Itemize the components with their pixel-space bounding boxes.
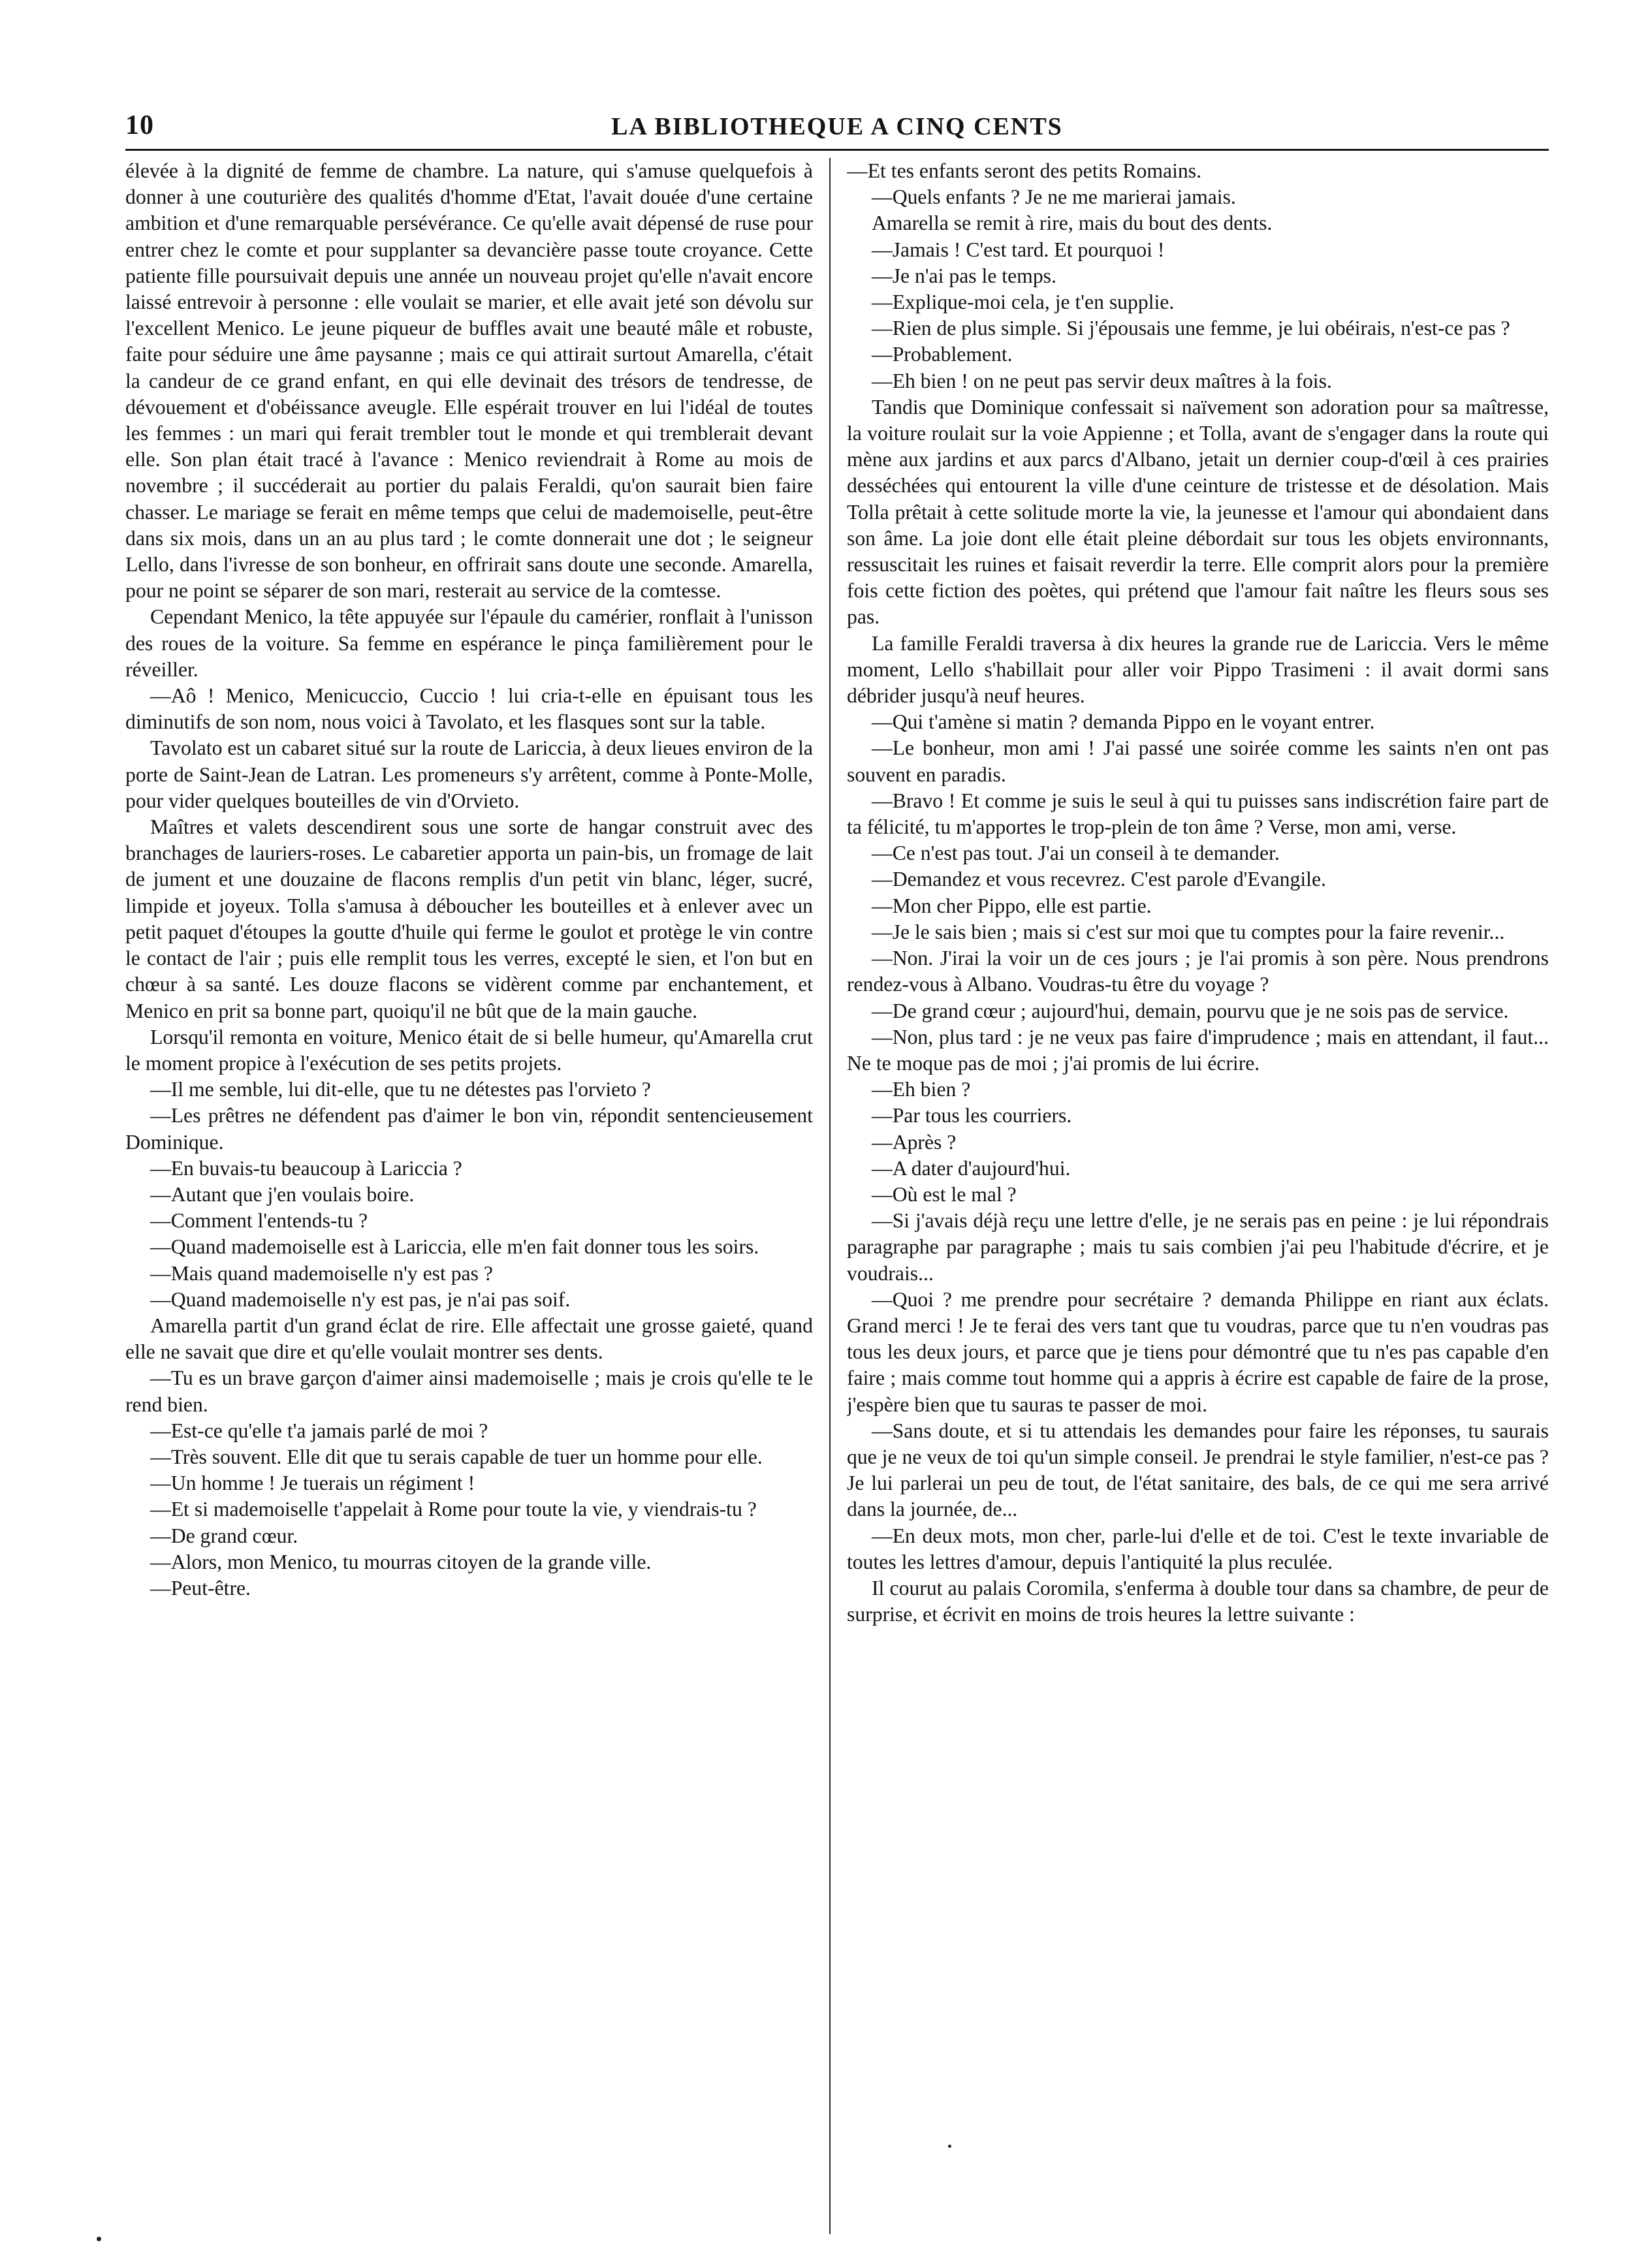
print-speck	[948, 2145, 951, 2148]
paragraph: —Quand mademoiselle est à Lariccia, elle m'en fait donner tous les soirs.	[150, 1235, 759, 1259]
header-rule	[125, 149, 1549, 151]
paragraph: —Comment l'entends-tu ?	[150, 1209, 368, 1233]
paragraph: —Peut-être.	[150, 1576, 251, 1599]
paragraph: —Eh bien ?	[872, 1078, 971, 1101]
paragraph: —Si j'avais déjà reçu une lettre d'elle, je ne serais pas en peine : je lui répondrais paragraphe par paragraphe ; mais tu sais combien j'ai peu l'habitude d'écrire, et je voudrais...	[847, 1209, 1549, 1285]
paragraph: Lorsqu'il remonta en voiture, Menico était de si belle humeur, qu'Amarella crut le moment propice à l'exécution de ses petits projets.	[125, 1025, 813, 1075]
paragraph: —De grand cœur ; aujourd'hui, demain, pourvu que je ne sois pas de service.	[872, 999, 1509, 1022]
paragraph: —Un homme ! Je tuerais un régiment !	[150, 1472, 475, 1495]
paragraph: —Non. J'irai la voir un de ces jours ; je l'ai promis à son père. Nous prendrons rendez-vous à Albano. Voudras-tu être du voyage ?	[847, 947, 1549, 996]
paragraph: Il courut au palais Coromila, s'enferma à double tour dans sa chambre, de peur de surprise, et écrivit en moins de trois heures la lettre suivante :	[847, 1576, 1549, 1626]
page-number: 10	[125, 110, 154, 140]
paragraph: —Quoi ? me prendre pour secrétaire ? demanda Philippe en riant aux éclats. Grand merci ! Je te ferai des vers tant que tu voudras, parce que tu n'en voudras pas tous les deux jours, et parce que je tiens pour démontré que tu n'es pas capable d'en faire ; mais comme tout homme qui a appris à écrire est capable de faire de la prose, j'espère bien que tu sauras te passer de moi.	[847, 1287, 1549, 1416]
paragraph: —Je n'ai pas le temps.	[872, 264, 1056, 287]
paragraph: —Jamais ! C'est tard. Et pourquoi !	[872, 238, 1165, 261]
paragraph: —Tu es un brave garçon d'aimer ainsi mademoiselle ; mais je crois qu'elle te le rend bien.	[125, 1366, 813, 1416]
paragraph: —Ce n'est pas tout. J'ai un conseil à te demander.	[872, 842, 1280, 865]
paragraph: —Il me semble, lui dit-elle, que tu ne détestes pas l'orvieto ?	[150, 1078, 651, 1101]
paragraph: —Non, plus tard : je ne veux pas faire d'imprudence ; mais en attendant, il faut... Ne te moque pas de moi ; j'ai promis de lui écrire.	[847, 1025, 1549, 1075]
paragraph: —Probablement.	[872, 343, 1013, 366]
paragraph: —Je le sais bien ; mais si c'est sur moi que tu comptes pour la faire revenir...	[872, 920, 1505, 943]
paragraph: —Et tes enfants seront des petits Romains.	[847, 159, 1202, 182]
paragraph: —Alors, mon Menico, tu mourras citoyen de la grande ville.	[150, 1550, 652, 1573]
paragraph: —Quand mademoiselle n'y est pas, je n'ai pas soif.	[150, 1287, 571, 1311]
paragraph: —Le bonheur, mon ami ! J'ai passé une soirée comme les saints n'en ont pas souvent en paradis.	[847, 736, 1549, 786]
paragraph: —Quels enfants ? Je ne me marierai jamais.	[872, 185, 1236, 209]
paragraph: —Où est le mal ?	[872, 1182, 1017, 1206]
paragraph: —Aô ! Menico, Menicuccio, Cuccio ! lui cria-t-elle en épuisant tous les diminutifs de son nom, nous voici à Tavolato, et les flasques sont sur la table.	[125, 684, 813, 734]
paragraph: —Par tous les courriers.	[872, 1104, 1072, 1127]
paragraph: —Mais quand mademoiselle n'y est pas ?	[150, 1261, 493, 1285]
paragraph: —Demandez et vous recevrez. C'est parole d'Evangile.	[872, 868, 1326, 891]
right-column	[847, 158, 1549, 2234]
print-speck	[97, 2237, 101, 2241]
left-column	[125, 158, 813, 2234]
paragraph: —Rien de plus simple. Si j'épousais une femme, je lui obéirais, n'est-ce pas ?	[872, 317, 1510, 340]
paragraph: —En deux mots, mon cher, parle-lui d'elle et de toi. C'est le texte invariable de toutes les lettres d'amour, depuis l'antiquité la plus reculée.	[847, 1524, 1549, 1573]
paragraph: —Est-ce qu'elle t'a jamais parlé de moi ?	[150, 1419, 488, 1442]
paragraph: —A dater d'aujourd'hui.	[872, 1156, 1071, 1180]
paragraph: Tandis que Dominique confessait si naïvement son adoration pour sa maîtresse, la voiture roulait sur la voie Appienne ; et Tolla, avant de s'engager dans la route qui mène aux jardins et aux parcs d'Albano, jetait un dernier coup-d'œil à ces prairies desséchées qui entourent la ville d'une ceinture de tristesse et de désolation. Mais Tolla prêtait à cette solitude morte la vie, la jeunesse et l'amour qui abondaient dans son âme. La joie dont elle était pleine débordait sur tous les objets environnants, ressuscitait les ruines et faisait reverdir la terre. Elle comprit alors pour la première fois cette fiction des poètes, qui prétend que l'amour fait naître les fleurs sous ses pas.	[847, 395, 1549, 629]
paragraph: élevée à la dignité de femme de chambre. La nature, qui s'amuse quelquefois à donner à une couturière des qualités d'homme d'Etat, l'avait douée d'une certaine ambition et d'une remarquable persévérance. Ce qu'elle avait dépensé de ruse pour entrer chez le comte et pour supplanter sa devancière passe toute croyance. Cette patiente fille poursuivait depuis une année un nouveau projet qu'elle n'avait encore laissé entrevoir à personne : elle voulait se marier, et elle avait jeté son dévolu sur l'excellent Menico. Le jeune piqueur de buffles avait une beauté mâle et robuste, faite pour séduire une âme paysanne ; mais ce qui attirait surtout Amarella, c'était la candeur de ce grand enfant, en qui elle devinait des trésors de tendresse, de dévouement et d'obéissance aveugle. Elle espérait trouver en lui l'idéal de toutes les femmes : un mari qui ferait trembler tout le monde et qui tremblerait devant elle. Son plan était tracé à l'avance : Menico reviendrait à Rome au mois de novembre ; il succéderait au portier du palais Feraldi, qu'on saurait bien faire chasser. Le mariage se ferait en même temps que celui de mademoiselle, peut-être dans six mois, dans un an au plus tard ; le comte donnerait une dot ; le seigneur Lello, dans l'ivresse de son bonheur, en offrirait sans doute une seconde. Amarella, pour ne point se séparer de son mari, resterait au service de la comtesse.	[125, 159, 813, 603]
paragraph: —De grand cœur.	[150, 1524, 298, 1547]
paragraph: —Et si mademoiselle t'appelait à Rome pour toute la vie, y viendrais-tu ?	[150, 1498, 757, 1521]
paragraph: —Après ?	[872, 1130, 957, 1154]
paragraph: Amarella se remit à rire, mais du bout des dents.	[872, 212, 1273, 235]
paragraph: —Les prêtres ne défendent pas d'aimer le bon vin, répondit sentencieusement Dominique.	[125, 1104, 813, 1154]
running-title: LA BIBLIOTHEQUE A CINQ CENTS	[611, 113, 1063, 140]
paragraph: —Bravo ! Et comme je suis le seul à qui tu puisses sans indiscrétion faire part de ta félicité, tu m'apportes le trop-plein de ton âme ? Verse, mon ami, verse.	[847, 789, 1549, 839]
page-header	[125, 102, 1549, 141]
paragraph: —Qui t'amène si matin ? demanda Pippo en le voyant entrer.	[872, 710, 1375, 734]
paragraph: —Explique-moi cela, je t'en supplie.	[872, 291, 1175, 314]
paragraph: —Sans doute, et si tu attendais les demandes pour faire les réponses, tu saurais que je ne veux de toi qu'un simple conseil. Je prendrai le style familier, n'est-ce pas ? Je lui parlerai un peu de tout, de l'état sanitaire, des bals, de ce qui me sera arrivé dans la journée, de...	[847, 1419, 1549, 1521]
paragraph: —Autant que j'en voulais boire.	[150, 1182, 415, 1206]
paragraph: La famille Feraldi traversa à dix heures la grande rue de Lariccia. Vers le même moment, Lello s'habillait pour aller voir Pippo Trasimeni : il avait dormi sans débrider jusqu'à neuf heures.	[847, 631, 1549, 708]
paragraph: Cependant Menico, la tête appuyée sur l'épaule du camérier, ronflait à l'unisson des roues de la voiture. Sa femme en espérance le pinça familièrement pour le réveiller.	[125, 605, 813, 681]
paragraph: —En buvais-tu beaucoup à Lariccia ?	[150, 1156, 462, 1180]
paragraph: Maîtres et valets descendirent sous une sorte de hangar construit avec des branchages de lauriers-roses. Le cabaretier apporta un pain-bis, un fromage de lait de jument et une douzaine de flacons remplis d'un petit vin blanc, léger, sucré, limpide et joyeux. Tolla s'amusa à déboucher les bouteilles et à enlever avec un petit paquet d'étoupes la goutte d'huile qui ferme le goulot et protège le vin contre le contact de l'air ; puis elle remplit tous les verres, excepté le sien, et l'on but en chœur à sa santé. Les douze flacons se vidèrent comme par enchantement, et Menico en prit sa bonne part, quoiqu'il ne bût que de la main gauche.	[125, 815, 813, 1022]
paragraph: Tavolato est un cabaret situé sur la route de Lariccia, à deux lieues environ de la porte de Saint-Jean de Latran. Les promeneurs s'y arrêtent, comme à Ponte-Molle, pour vider quelques bouteilles de vin d'Orvieto.	[125, 736, 813, 812]
paragraph: —Mon cher Pippo, elle est partie.	[872, 894, 1152, 917]
paragraph: —Très souvent. Elle dit que tu serais capable de tuer un homme pour elle.	[150, 1445, 763, 1468]
paragraph: Amarella partit d'un grand éclat de rire. Elle affectait une grosse gaieté, quand elle ne savait que dire et qu'elle voulait montrer ses dents.	[125, 1314, 813, 1364]
paragraph: —Eh bien ! on ne peut pas servir deux maîtres à la fois.	[872, 369, 1332, 392]
column-divider	[829, 158, 831, 2234]
